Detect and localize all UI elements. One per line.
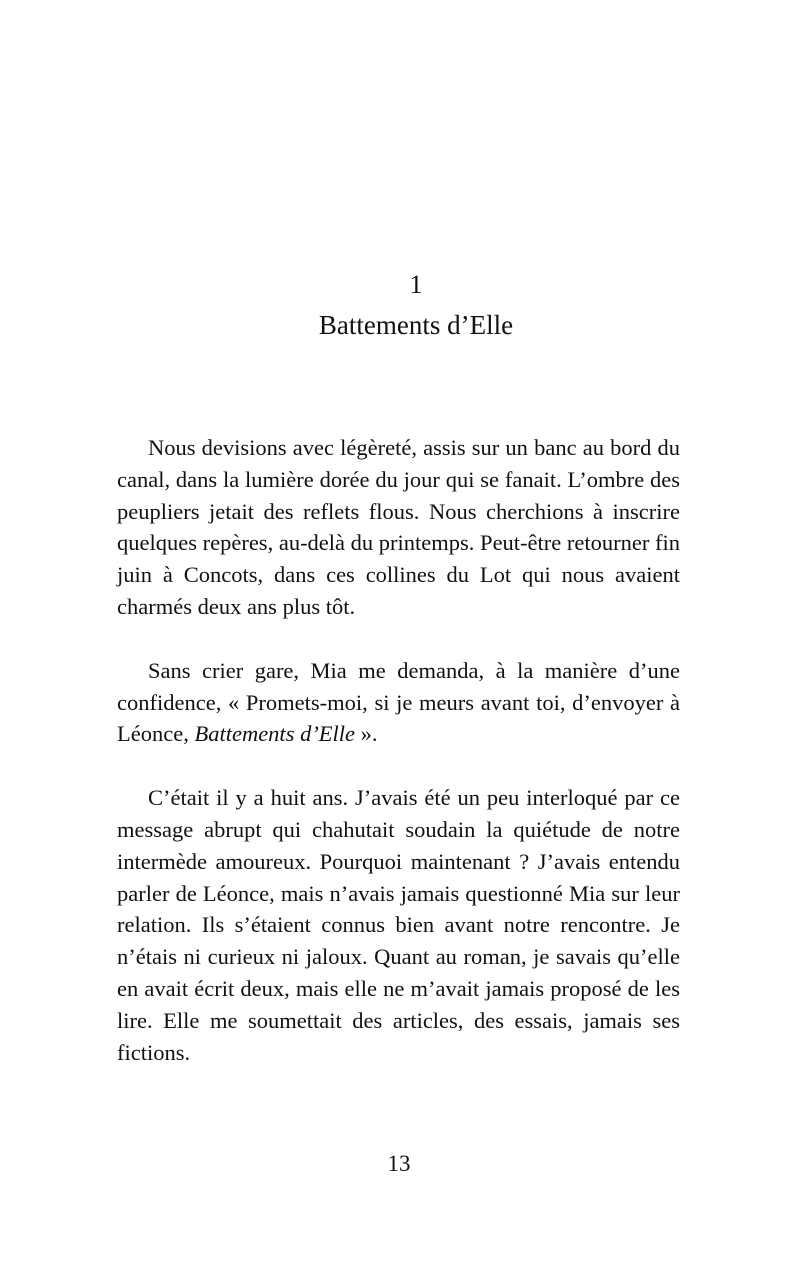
chapter-body bbox=[117, 432, 680, 1100]
paragraph-2-text-start: Sans crier gare, Mia me demanda, à la manière d’une confidence, « Promets-moi, si je meurs avant toi, d’envoyer à Léonce, bbox=[117, 657, 680, 747]
chapter-number: 1 bbox=[409, 270, 423, 299]
page-number: 13 bbox=[387, 1151, 411, 1176]
book-title-italic: Battements d’Elle bbox=[194, 721, 356, 747]
paragraph-3: C’était il y a huit ans. J’avais été un peu interloqué par ce message abrupt qui chahutait soudain la quiétude de notre intermède amoureux. Pourquoi maintenant ? J’avais entendu parler de Léonce, mais n’avais jamais questionné Mia sur leur relation. Ils s’étaient connus bien avant notre rencontre. Je n’étais ni curieux ni jaloux. Quant au roman, je savais qu’elle en avait écrit deux, mais elle ne m’avait jamais proposé de les lire. Elle me soumettait des articles, des essais, jamais ses fictions. bbox=[117, 785, 680, 1065]
chapter-title: Battements d’Elle bbox=[318, 310, 514, 340]
paragraph-2-text-end: ». bbox=[355, 721, 378, 747]
paragraph-1: Nous devisions avec légèreté, assis sur un banc au bord du canal, dans la lumière dorée du jour qui se fanait. L’ombre des peupliers jetait des reflets flous. Nous cherchions à inscrire quelques repères, au-delà du printemps. Peut-être retourner fin juin à Concots, dans ces collines du Lot qui nous avaient charmés deux ans plus tôt. bbox=[117, 435, 680, 619]
paragraph-2 bbox=[117, 655, 680, 750]
